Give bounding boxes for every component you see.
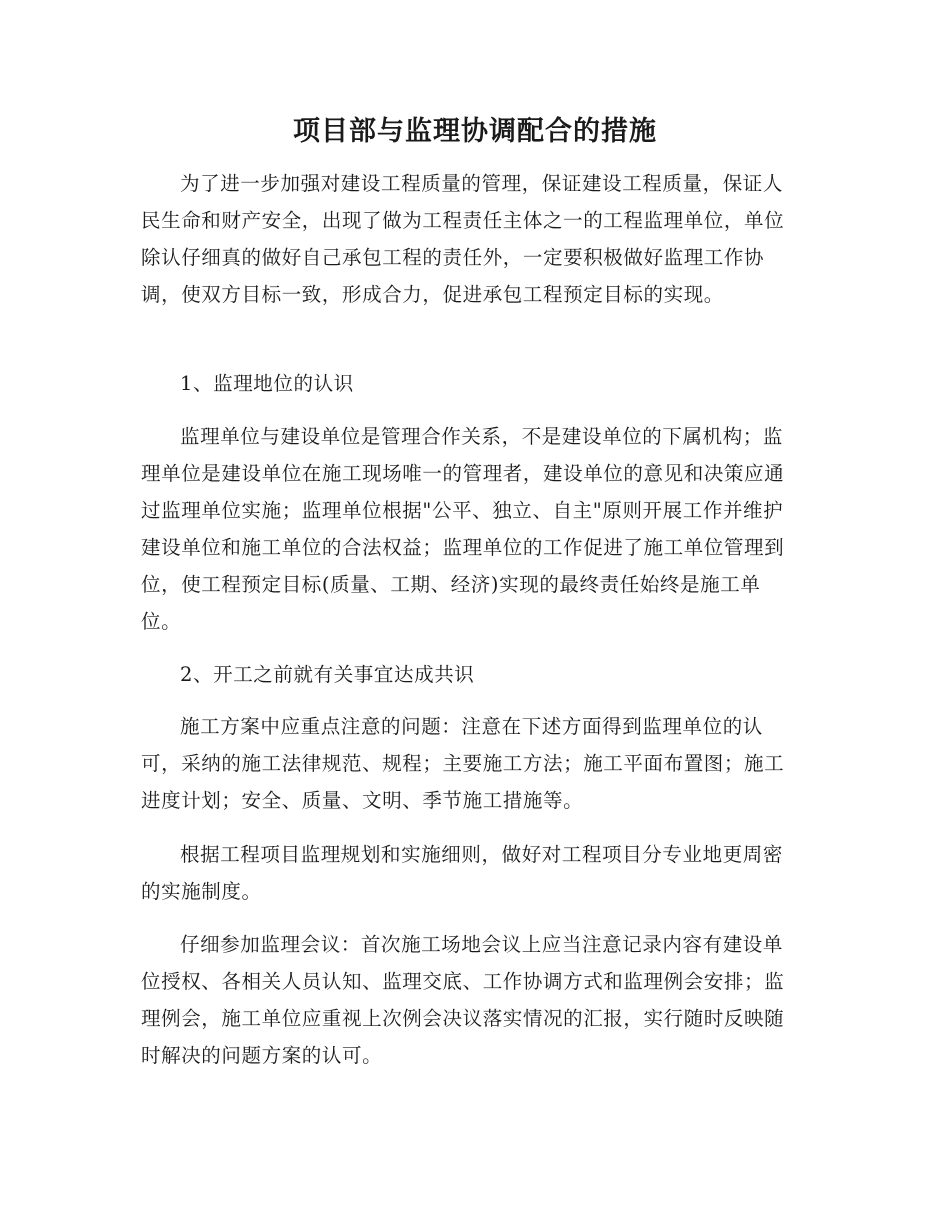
paragraph-text: 根据工程项目监理规划和实施细则，做好对工程项目分专业地更周密的实施制度。 <box>141 843 784 903</box>
paragraph-intro <box>141 165 796 313</box>
paragraph-implementation <box>141 836 796 910</box>
section-heading-2 <box>141 656 796 693</box>
paragraph-construction-plan <box>141 708 796 819</box>
paragraph-text: 仔细参加监理会议：首次施工场地会议上应当注意记录内容有建设单位授权、各相关人员认知、监理交底、工作协调方式和监理例会安排；监理例会，施工单位应重视上次例会决议落实情况的汇报，实行随时反映随时解决的问题方案的认可。 <box>141 933 785 1067</box>
paragraph-text: 为了进一步加强对建设工程质量的管理，保证建设工程质量，保证人民生命和财产安全，出现了做为工程责任主体之一的工程监理单位，单位除认仔细真的做好自己承包工程的责任外，一定要积极做好监理工作协调，使双方目标一致，形成合力，促进承包工程预定目标的实现。 <box>141 172 785 306</box>
section-heading-text: 1、监理地位的认识 <box>180 372 354 395</box>
paragraph-text: 施工方案中应重点注意的问题：注意在下述方面得到监理单位的认可，采纳的施工法律规范、规程；主要施工方法；施工平面布置图；施工进度计划；安全、质量、文明、季节施工措施等。 <box>141 715 785 812</box>
paragraph-text: 监理单位与建设单位是管理合作关系，不是建设单位的下属机构；监理单位是建设单位在施工现场唯一的管理者，建设单位的意见和决策应通过监理单位实施；监理单位根据"公平、独立、自主"原则开展工作并维护建设单位和施工单位的合法权益；监理单位的工作促进了施工单位管理到位，使工程预定目标(质量、工期、经济)实现的最终责任始终是施工单位。 <box>141 425 785 633</box>
document-title: 项目部与监理协调配合的措施 <box>293 116 657 147</box>
section-heading-1 <box>141 365 796 402</box>
paragraph-meetings <box>141 926 796 1074</box>
section-heading-text: 2、开工之前就有关事宜达成共识 <box>180 663 475 686</box>
paragraph-supervision-role <box>141 418 796 640</box>
